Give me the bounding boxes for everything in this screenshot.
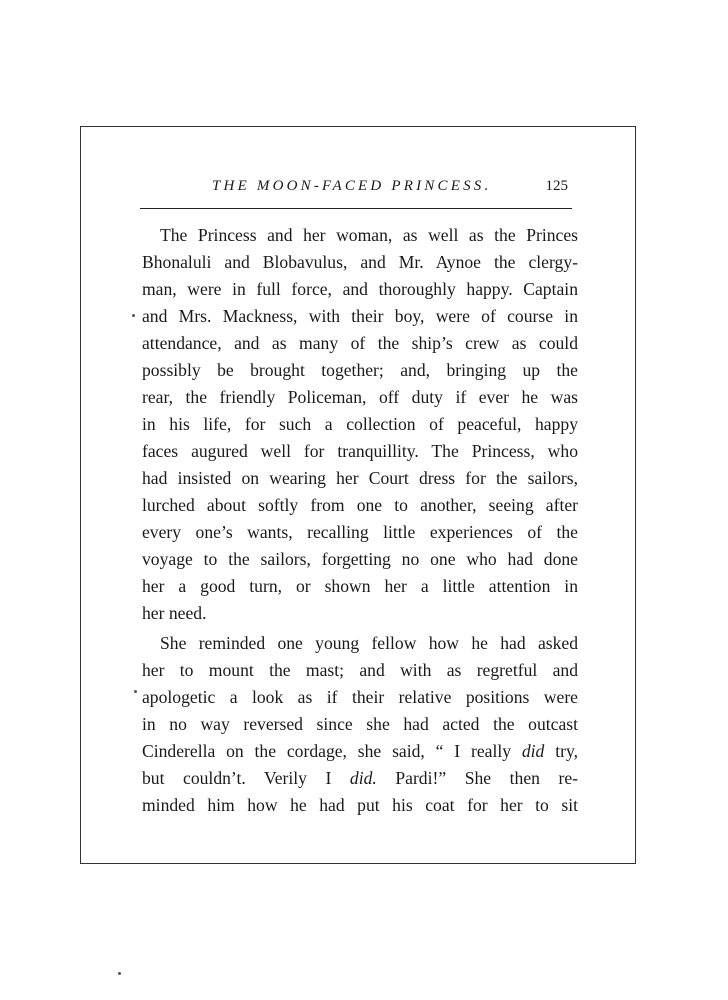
body-text xyxy=(142,222,578,819)
text-line: apologetic a look as if their relative positions were xyxy=(142,687,578,707)
text-run: but couldn’t. Verily I xyxy=(142,768,350,788)
text-line: her a good turn, or shown her a little attention in xyxy=(142,576,578,596)
text-line: faces augured well for tranquillity. The Princess, who xyxy=(142,441,578,461)
text-line: in his life, for such a collection of peaceful, happy xyxy=(142,414,578,434)
paragraph-1 xyxy=(142,222,578,627)
print-speck xyxy=(134,690,137,693)
paragraph-2 xyxy=(142,630,578,819)
print-speck xyxy=(118,972,121,975)
text-line: man, were in full force, and thoroughly happy. Captain xyxy=(142,279,578,299)
text-line: possibly be brought together; and, bringing up the xyxy=(142,360,578,380)
text-line: lurched about softly from one to another, seeing after xyxy=(142,495,578,515)
text-run: Cinderella on the cordage, she said, “ I really xyxy=(142,741,522,761)
header-rule xyxy=(140,208,572,209)
text-line: rear, the friendly Policeman, off duty if ever he was xyxy=(142,387,578,407)
text-line: in no way reversed since she had acted the outcast xyxy=(142,714,578,734)
text-line-mixed xyxy=(142,738,578,765)
print-speck xyxy=(132,314,135,317)
text-line: She reminded one young fellow how he had asked xyxy=(160,633,578,653)
text-line: her need. xyxy=(142,603,207,623)
text-run: try, xyxy=(544,741,578,761)
text-line: and Mrs. Mackness, with their boy, were of course in xyxy=(142,306,578,326)
text-line: her to mount the mast; and with as regretful and xyxy=(142,660,578,680)
text-line-mixed xyxy=(142,765,578,792)
text-line: Bhonaluli and Blobavulus, and Mr. Aynoe the clergy- xyxy=(142,252,578,272)
text-line: voyage to the sailors, forgetting no one who had done xyxy=(142,549,578,569)
text-line: had insisted on wearing her Court dress for the sailors, xyxy=(142,468,578,488)
page-number: 125 xyxy=(545,178,568,194)
text-line: attendance, and as many of the ship’s crew as could xyxy=(142,333,578,353)
text-run: Pardi!” She then re- xyxy=(376,768,579,788)
text-line: every one’s wants, recalling little experiences of the xyxy=(142,522,578,542)
italic-run: did. xyxy=(349,768,377,788)
italic-run: did xyxy=(521,741,545,761)
text-line: The Princess and her woman, as well as the Princes xyxy=(160,225,578,245)
running-title: THE MOON-FACED PRINCESS. xyxy=(212,178,492,194)
running-head xyxy=(140,178,572,202)
text-line: minded him how he had put his coat for her to sit xyxy=(142,795,578,815)
